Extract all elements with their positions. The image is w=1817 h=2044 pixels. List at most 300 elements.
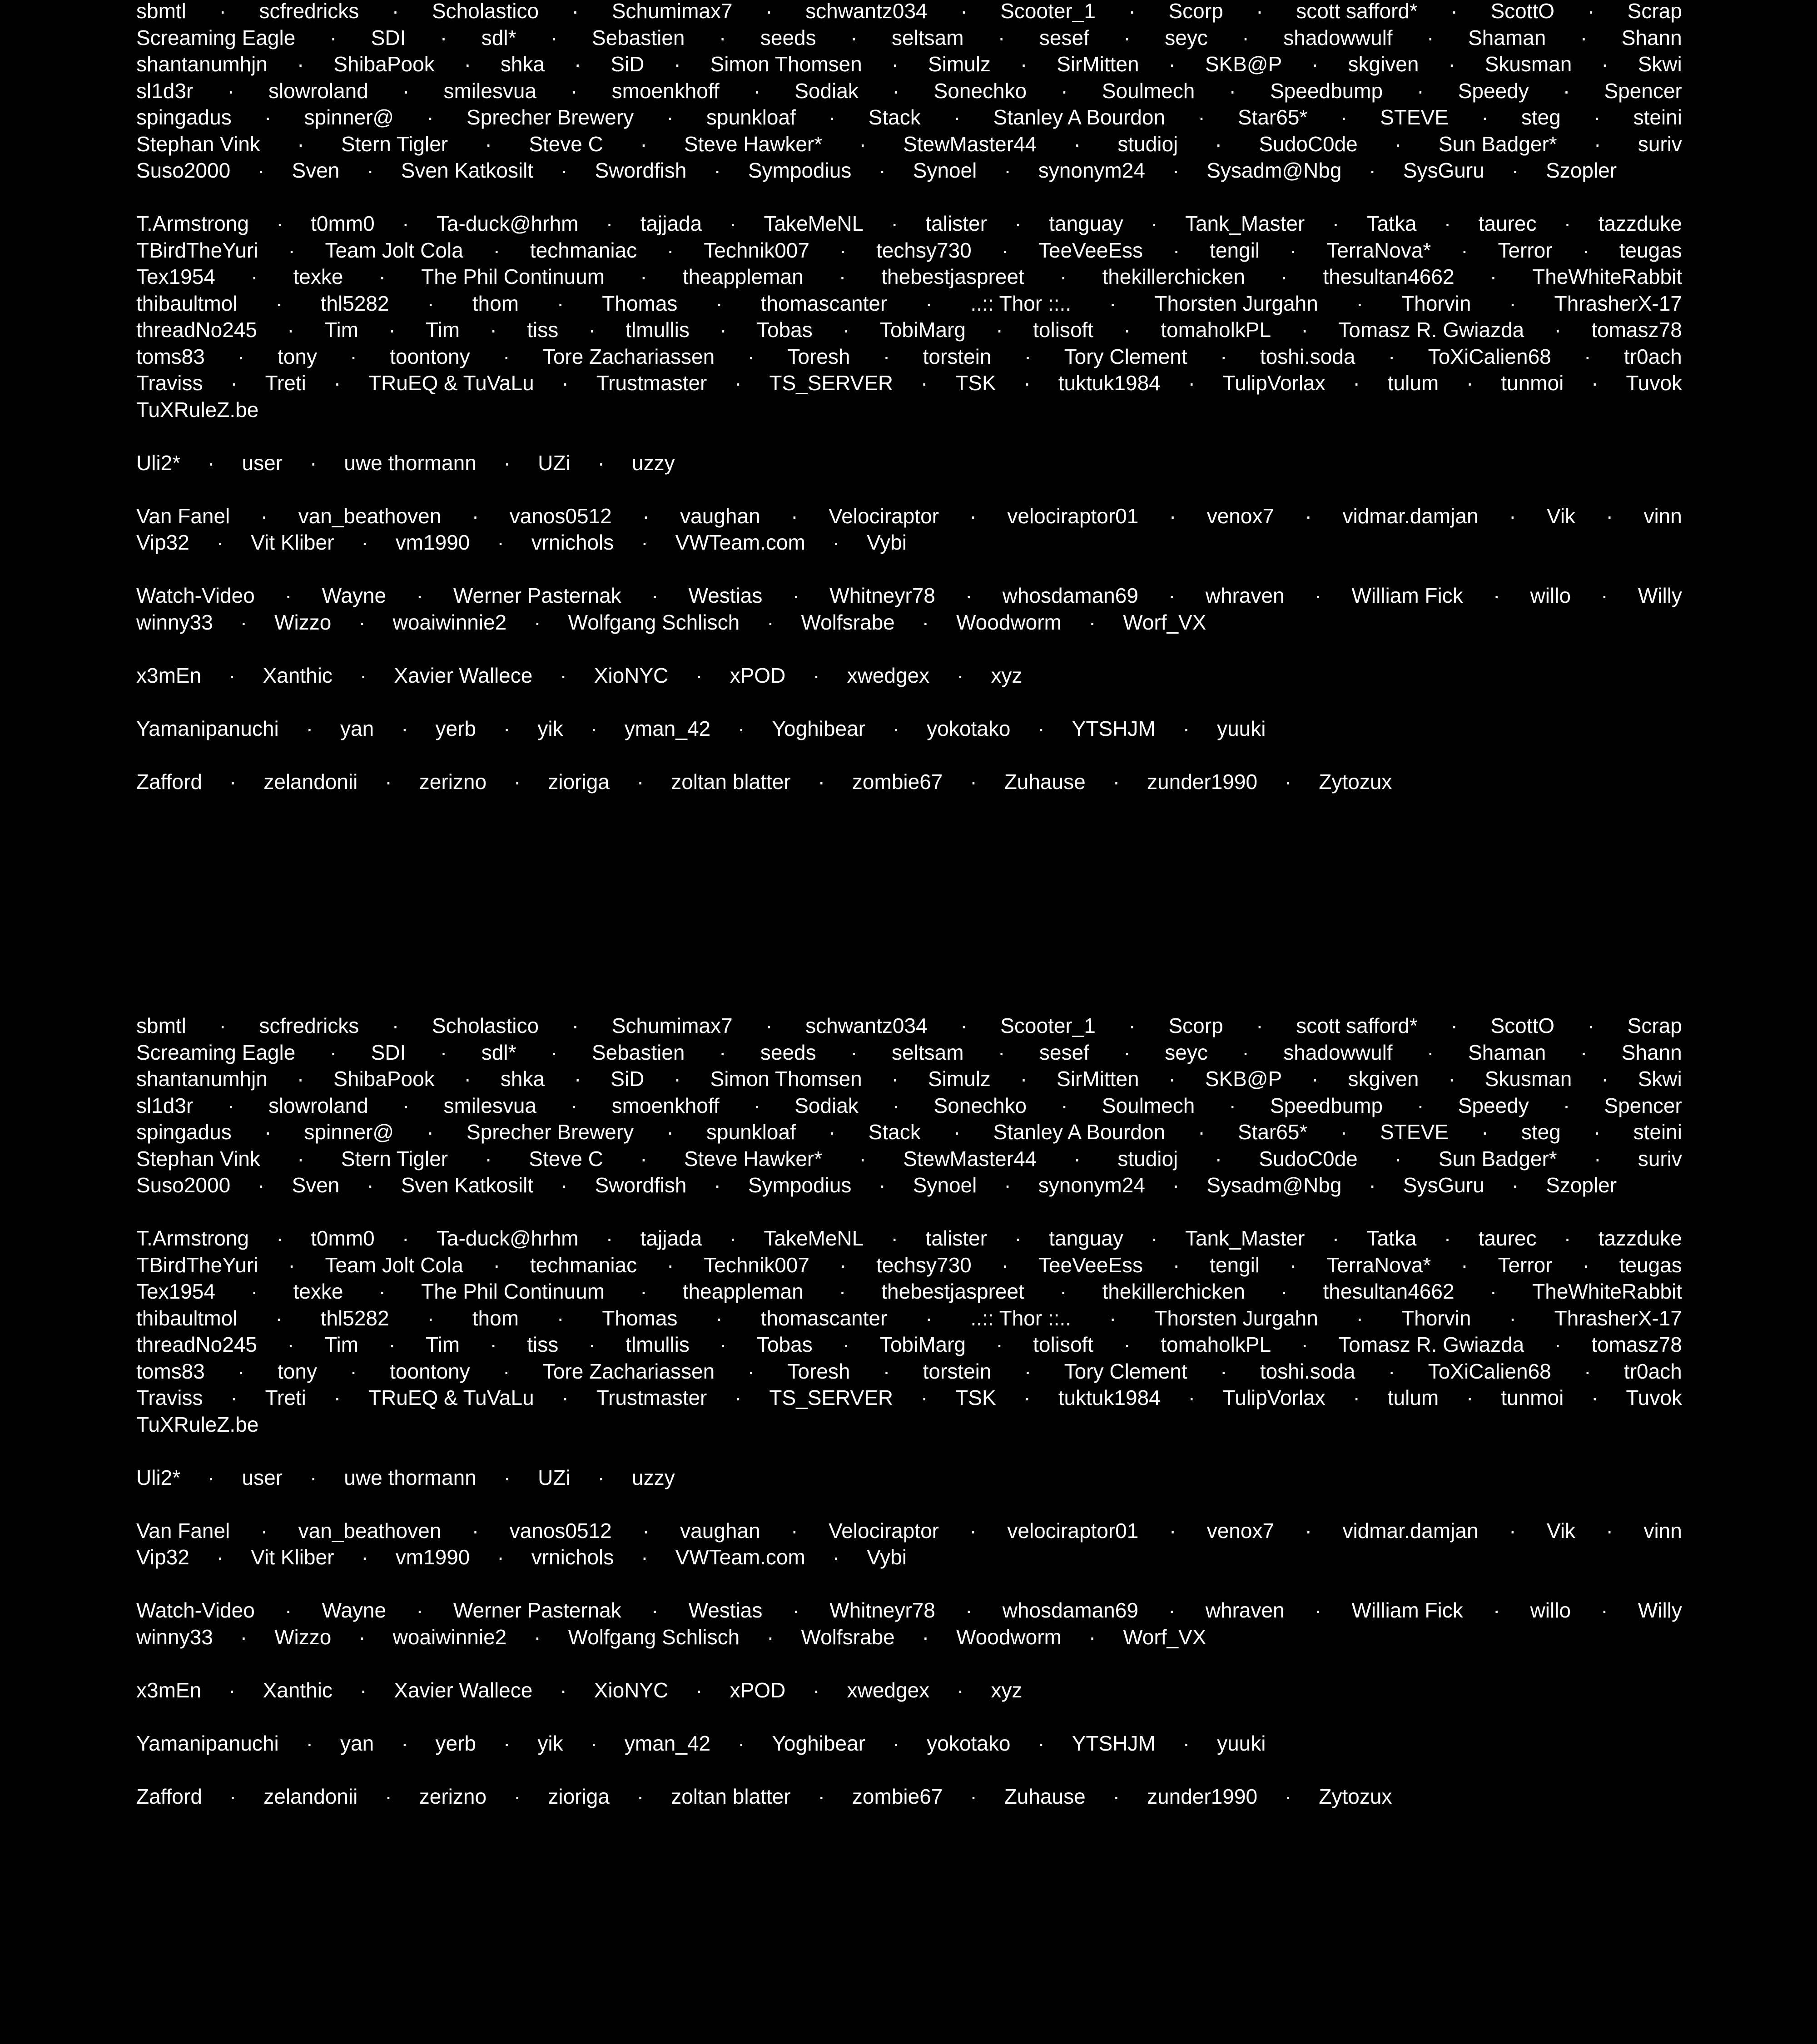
credit-name: vm1990 [395,531,470,554]
dot-separator: · [497,1545,504,1569]
dot-separator: · [1340,105,1347,129]
credits-line [136,157,1682,184]
credit-name: TulipVorlax [1222,1386,1326,1409]
credit-name: Suso2000 [136,159,231,182]
credit-name: Tank_Master [1185,212,1305,235]
dot-separator: · [606,212,613,235]
credit-name: Sprecher Brewery [466,105,634,129]
dot-separator: · [1448,52,1455,76]
credit-name: StewMaster44 [903,132,1037,156]
dot-separator: · [920,371,928,395]
credits-line [136,1624,1682,1651]
credit-name: tony [278,344,317,368]
credit-name: Sven Katkosilt [401,1173,534,1197]
dot-separator: · [464,52,471,76]
credit-name: zombie67 [852,769,943,794]
credit-name: slowroland [268,79,368,103]
credit-name: techmaniac [530,1253,637,1277]
credit-name: Scorp [1168,0,1223,23]
credit-name: thesultan4662 [1323,265,1455,288]
dot-separator: · [832,1545,840,1569]
credit-name: Skusman [1484,1067,1572,1091]
credit-name: tlmullis [626,1333,690,1356]
credit-name: Skwi [1638,1067,1682,1091]
credit-name: Schumimax7 [611,0,733,23]
dot-separator: · [1332,212,1340,235]
dot-separator: · [850,25,858,50]
dot-separator: · [588,318,596,342]
credit-name: uzzy [632,1465,675,1489]
dot-separator: · [571,79,578,103]
dot-separator: · [1172,159,1180,182]
credit-name: YTSHJM [1072,716,1156,740]
credit-name: tajjada [640,1226,702,1250]
credit-name: xPOD [730,1678,786,1702]
dot-separator: · [1314,1598,1322,1622]
dot-separator: · [1311,52,1319,76]
dot-separator: · [883,344,890,368]
dot-separator: · [1242,1040,1249,1064]
dot-separator: · [1314,584,1322,607]
dot-separator: · [514,1784,521,1808]
credit-name: vm1990 [395,1545,470,1569]
dot-separator: · [879,1173,886,1197]
credits-line [136,529,1682,556]
credit-name: tiss [527,1333,559,1356]
credit-name: Tuvok [1626,1386,1682,1409]
dot-separator: · [832,531,840,554]
credit-name: vrnichols [531,1545,614,1569]
dot-separator: · [350,1359,357,1383]
credit-name: vrnichols [531,531,614,554]
dot-separator: · [651,1598,659,1622]
credit-name: Toresh [787,1359,850,1383]
dot-separator: · [240,1625,248,1649]
dot-separator: · [1481,1120,1489,1144]
credit-name: zoltan blatter [671,769,791,794]
credit-name: sbmtl [136,0,186,23]
credit-name: scott safford* [1296,0,1418,23]
dot-separator: · [1123,1040,1131,1064]
dot-separator: · [892,716,900,740]
dot-separator: · [1606,504,1613,528]
credit-name: zioriga [548,769,610,794]
credit-name: thibaultmol [136,1306,238,1330]
dot-separator: · [1466,1386,1474,1409]
credit-name: Sonechko [933,79,1027,103]
dot-separator: · [850,1040,858,1064]
dot-separator: · [388,1333,396,1356]
credits-paragraph-w [136,582,1682,635]
credits-line [136,1783,1682,1810]
credit-name: tomasz78 [1591,318,1682,342]
dot-separator: · [1290,1253,1297,1277]
dot-separator: · [925,1306,933,1330]
dot-separator: · [1450,1014,1458,1037]
dot-separator: · [1340,1120,1347,1144]
dot-separator: · [1489,1280,1497,1303]
dot-separator: · [514,769,521,794]
dot-separator: · [258,1173,265,1197]
dot-separator: · [729,1226,736,1250]
dot-separator: · [440,25,447,50]
dot-separator: · [735,371,742,395]
credits-block-2 [136,1012,1682,1810]
credit-name: yman_42 [624,1731,711,1755]
credit-name: shantanumhjn [136,52,268,76]
credit-name: zunder1990 [1147,769,1258,794]
dot-separator: · [1281,265,1288,288]
dot-separator: · [1059,1280,1067,1303]
credit-name: willo [1530,584,1571,607]
credit-name: TakeMeNL [764,1226,864,1250]
credit-name: Thorsten Jurgahn [1154,291,1318,315]
dot-separator: · [306,1731,313,1755]
dot-separator: · [427,105,434,129]
dot-separator: · [666,105,674,129]
dot-separator: · [839,238,847,262]
credit-name: toontony [390,1359,470,1383]
credits-line [136,662,1682,689]
credit-name: techsy730 [876,238,972,262]
dot-separator: · [1123,1333,1131,1356]
dot-separator: · [251,265,258,288]
dot-separator: · [767,610,774,634]
dot-separator: · [1151,1226,1158,1250]
dot-separator: · [285,584,292,607]
credit-name: Steve Hawker* [684,1146,823,1171]
credit-name: zelandonii [263,769,358,794]
credit-name: ToXiCalien68 [1428,1359,1551,1383]
dot-separator: · [843,1333,850,1356]
credit-name: T.Armstrong [136,212,249,235]
credit-name: Tatka [1366,212,1417,235]
dot-separator: · [719,1040,726,1064]
dot-separator: · [1151,212,1158,235]
credit-name: Swordfish [595,159,687,182]
dot-separator: · [561,1173,568,1197]
credit-name: zelandonii [263,1784,358,1808]
credit-name: Toresh [787,344,850,368]
credit-name: Screaming Eagle [136,25,296,50]
credit-name: Shaman [1468,1040,1546,1064]
dot-separator: · [288,1253,295,1277]
dot-separator: · [879,159,886,182]
dot-separator: · [216,531,224,554]
credit-name: Speedbump [1270,1093,1383,1117]
credits-line [136,237,1682,264]
credit-name: willo [1530,1598,1571,1622]
dot-separator: · [1128,0,1136,23]
credit-name: TSK [955,371,996,395]
dot-separator: · [534,1625,541,1649]
dot-separator: · [1582,238,1589,262]
credit-name: Swordfish [595,1173,687,1197]
dot-separator: · [260,1518,268,1543]
credit-name: Stanley A Bourdon [993,105,1166,129]
dot-separator: · [1168,1598,1176,1622]
credit-name: Tory Clement [1064,1359,1187,1383]
credit-name: Zuhause [1004,1784,1086,1808]
credit-name: Zafford [136,769,202,794]
credit-name: Westias [688,584,763,607]
credit-name: tulum [1387,371,1439,395]
dot-separator: · [597,1465,605,1489]
dot-separator: · [969,504,977,528]
dot-separator: · [1168,52,1176,76]
dot-separator: · [767,1625,774,1649]
dot-separator: · [1489,265,1497,288]
dot-separator: · [297,52,304,76]
dot-separator: · [1594,1120,1601,1144]
dot-separator: · [859,1146,866,1171]
credit-name: sbmtl [136,1014,186,1037]
credit-name: Xanthic [263,1678,333,1702]
dot-separator: · [720,318,727,342]
credits-line [136,131,1682,158]
dot-separator: · [571,1093,578,1117]
credits-paragraph-v [136,1518,1682,1571]
credit-name: Sven [292,1173,340,1197]
dot-separator: · [427,1120,434,1144]
dot-separator: · [791,1518,798,1543]
credits-paragraph-y [136,1730,1682,1757]
dot-separator: · [464,1067,471,1091]
dot-separator: · [1448,1067,1455,1091]
dot-separator: · [667,1253,674,1277]
dot-separator: · [1444,1226,1451,1250]
credit-name: woaiwinnie2 [392,1625,507,1649]
credit-name: winny33 [136,610,213,634]
credit-name: tuktuk1984 [1058,1386,1161,1409]
dot-separator: · [1024,344,1032,368]
dot-separator: · [402,1093,410,1117]
credit-name: teugas [1619,1253,1682,1277]
credit-name: Worf_VX [1123,610,1206,634]
credit-name: SysGuru [1403,1173,1484,1197]
dot-separator: · [1388,344,1395,368]
dot-separator: · [493,238,500,262]
credits-paragraph-u [136,1464,1682,1491]
credit-name: thibaultmol [136,291,238,315]
dot-separator: · [497,531,504,554]
credits-line [136,1172,1682,1199]
credit-name: sl1d3r [136,79,194,103]
credit-name: ScottO [1490,0,1555,23]
dot-separator: · [818,1784,825,1808]
credit-name: xwedgex [847,1678,930,1702]
dot-separator: · [1356,291,1364,315]
credits-line [136,1544,1682,1571]
dot-separator: · [251,1280,258,1303]
dot-separator: · [1427,25,1434,50]
credit-name: Speedy [1458,79,1529,103]
dot-separator: · [388,318,396,342]
credit-name: sdl* [481,1040,516,1064]
dot-separator: · [1172,238,1180,262]
dot-separator: · [208,1465,215,1489]
dot-separator: · [1461,1253,1468,1277]
dot-separator: · [891,52,899,76]
dot-separator: · [792,1598,799,1622]
credit-name: Treti [265,371,306,395]
dot-separator: · [1594,105,1601,129]
credit-name: seltsam [892,25,964,50]
credit-name: The Phil Continuum [421,1280,605,1303]
credit-name: tuktuk1984 [1058,371,1161,395]
dot-separator: · [392,0,399,23]
credit-name: ThrasherX-17 [1554,1306,1682,1330]
credit-name: Trustmaster [596,1386,707,1409]
dot-separator: · [957,1678,964,1702]
credit-name: Velociraptor [829,1518,939,1543]
credit-name: Simulz [928,1067,991,1091]
credit-name: toshi.soda [1260,1359,1355,1383]
credit-name: seeds [760,1040,816,1064]
dot-separator: · [1220,1359,1227,1383]
dot-separator: · [1242,25,1249,50]
dot-separator: · [228,663,236,687]
credit-name: Tex1954 [136,265,215,288]
dot-separator: · [1511,1173,1519,1197]
dot-separator: · [1004,159,1011,182]
credit-name: Star65* [1237,1120,1308,1144]
credit-name: Skwi [1638,52,1682,76]
dot-separator: · [1088,610,1096,634]
credit-name: Speedbump [1270,79,1383,103]
dot-separator: · [275,1306,283,1330]
credit-name: SDI [371,25,406,50]
dot-separator: · [738,716,745,740]
credit-name: spingadus [136,1120,232,1144]
credits-line [136,25,1682,51]
credit-name: Trustmaster [596,371,707,395]
credit-name: Yamanipanuchi [136,716,279,740]
credit-name: tunmoi [1501,371,1564,395]
credit-name: thomascanter [760,1306,888,1330]
dot-separator: · [998,1040,1005,1064]
credits-paragraph-x [136,662,1682,689]
credit-name: XioNYC [594,1678,669,1702]
dot-separator: · [765,0,773,23]
dot-separator: · [996,318,1003,342]
credit-name: TobiMarg [879,1333,966,1356]
dot-separator: · [1188,1386,1195,1409]
dot-separator: · [297,132,304,156]
dot-separator: · [1198,105,1205,129]
credit-name: Ta-duck@hrhm [436,212,579,235]
credit-name: Worf_VX [1123,1625,1206,1649]
credit-name: Zafford [136,1784,202,1808]
credit-name: Vik [1546,504,1576,528]
dot-separator: · [228,1678,236,1702]
credit-name: Spencer [1604,79,1682,103]
credit-name: SirMitten [1057,1067,1139,1091]
dot-separator: · [227,79,234,103]
credit-name: Schumimax7 [611,1014,733,1037]
dot-separator: · [503,451,511,475]
credits-line [136,1331,1682,1358]
dot-separator: · [891,212,898,235]
credit-name: thl5282 [320,1306,389,1330]
dot-separator: · [503,716,511,740]
dot-separator: · [695,1678,703,1702]
credit-name: vidmar.damjan [1342,1518,1479,1543]
credit-name: slowroland [268,1093,368,1117]
dot-separator: · [385,1784,392,1808]
dot-separator: · [1123,25,1131,50]
credit-name: vanos0512 [509,1518,612,1543]
credit-name: studioj [1117,1146,1178,1171]
dot-separator: · [503,1465,511,1489]
credit-name: Tore Zachariassen [542,1359,715,1383]
dot-separator: · [556,291,564,315]
dot-separator: · [472,504,479,528]
credit-name: thekillerchicken [1102,265,1245,288]
dot-separator: · [996,1333,1003,1356]
dot-separator: · [641,531,648,554]
dot-separator: · [561,1386,569,1409]
credits-paragraph-y [136,715,1682,742]
dot-separator: · [1591,1386,1599,1409]
credit-name: shka [500,1067,545,1091]
dot-separator: · [427,1306,434,1330]
dot-separator: · [969,1518,977,1543]
dot-separator: · [275,291,283,315]
credits-line [136,1464,1682,1491]
dot-separator: · [640,1146,647,1171]
credit-name: shantanumhjn [136,1067,268,1091]
credit-name: TBirdTheYuri [136,238,258,262]
dot-separator: · [229,1784,237,1808]
dot-separator: · [1168,584,1176,607]
dot-separator: · [636,769,644,794]
dot-separator: · [571,1014,579,1037]
dot-separator: · [597,451,605,475]
credit-name: tolisoft [1033,318,1094,342]
credit-name: Spencer [1604,1093,1682,1117]
credit-name: smilesvua [443,79,536,103]
dot-separator: · [1198,1120,1205,1144]
credit-name: Scooter_1 [1000,0,1096,23]
credit-name: Xavier Wallece [394,663,533,687]
dot-separator: · [560,663,567,687]
dot-separator: · [1388,1359,1395,1383]
credit-name: SudoC0de [1259,1146,1358,1171]
credit-name: yokotako [927,1731,1011,1755]
dot-separator: · [695,663,703,687]
credit-name: Woodworm [956,610,1062,634]
credit-name: tengil [1210,238,1260,262]
dot-separator: · [416,1598,423,1622]
dot-separator: · [216,1545,224,1569]
credit-name: thl5282 [320,291,389,315]
credit-name: sdl* [481,25,516,50]
credit-name: uwe thormann [344,1465,477,1489]
dot-separator: · [561,159,568,182]
credit-name: Simon Thomsen [710,52,862,76]
dot-separator: · [606,1226,613,1250]
dot-separator: · [306,716,313,740]
dot-separator: · [1332,1226,1340,1250]
credit-name: yik [537,1731,563,1755]
credit-name: Werner Pasternak [453,1598,621,1622]
dot-separator: · [551,25,558,50]
dot-separator: · [276,1226,283,1250]
credit-name: Thomas [602,291,678,315]
dot-separator: · [333,371,341,395]
dot-separator: · [490,1333,497,1356]
